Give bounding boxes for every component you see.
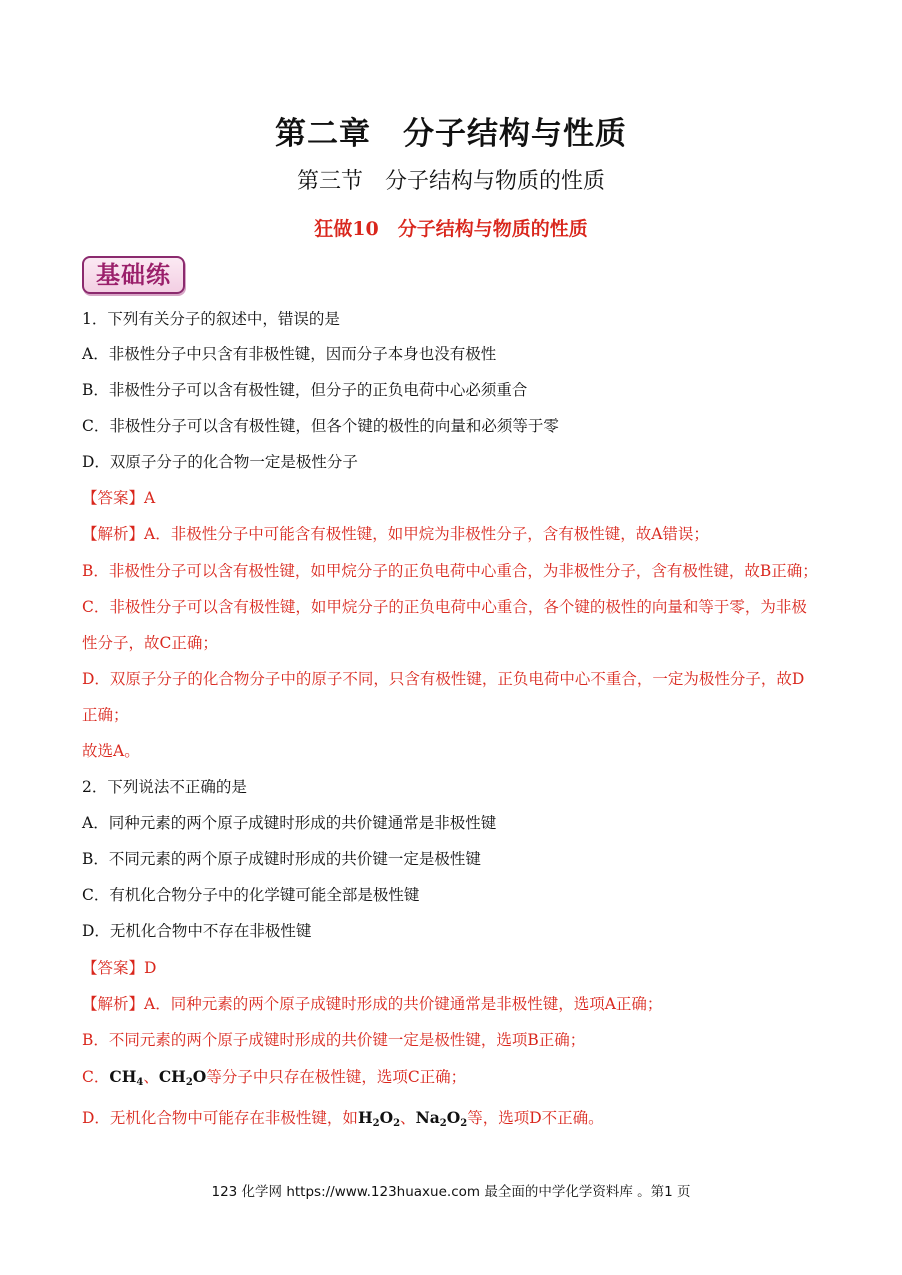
formula-h2o2: $H_2O_2$ <box>357 1108 401 1129</box>
q1-analysis-line: 性分子，故C正确； <box>82 634 218 652</box>
basic-practice-badge: 基础练 <box>82 256 185 294</box>
q2-analysis-a: 【解析】A．同种元素的两个原子成键时形成的共价键通常是非极性键，选项A正确； <box>82 995 663 1013</box>
q2-stem: 2．下列说法不正确的是 <box>82 778 247 796</box>
analysis-c-prefix: C． <box>82 1068 110 1086</box>
q1-option-c: C．非极性分子可以含有极性键，但各个键的极性的向量和必须等于零 <box>82 417 559 435</box>
q1-analysis-line: D．双原子分子的化合物分子中的原子不同，只含有极性键，正负电荷中心不重合，一定为极性分子，故D <box>82 670 805 688</box>
q1-stem: 1．下列有关分子的叙述中，错误的是 <box>82 310 340 328</box>
q1-option-a: A．非极性分子中只含有非极性键，因而分子本身也没有极性 <box>82 345 497 363</box>
formula-separator: 、 <box>143 1068 159 1086</box>
q2-answer: 【答案】D <box>82 959 157 977</box>
q1-analysis-line: 正确； <box>82 706 129 724</box>
q2-option-d: D．无机化合物中不存在非极性键 <box>82 922 312 940</box>
section-title: 第三节 分子结构与物质的性质 <box>296 169 605 194</box>
analysis-d-prefix: D．无机化合物中可能存在非极性键，如 <box>82 1109 358 1127</box>
formula-ch4: $CH_4$ <box>109 1067 144 1088</box>
q1-option-b: B．非极性分子可以含有极性键，但分子的正负电荷中心必须重合 <box>82 381 528 399</box>
q1-analysis-line: B．非极性分子可以含有极性键，如甲烷分子的正负电荷中心重合，为非极性分子，含有极性键，故B正确； <box>82 562 818 580</box>
q1-analysis-line: C．非极性分子可以含有极性键，如甲烷分子的正负电荷中心重合，各个键的极性的向量和等于零，为非极 <box>82 598 807 616</box>
formula-ch2o: $CH_2O$ <box>158 1067 207 1088</box>
q2-option-c: C．有机化合物分子中的化学键可能全部是极性键 <box>82 886 420 904</box>
q2-option-a: A．同种元素的两个原子成键时形成的共价键通常是非极性键 <box>82 814 497 832</box>
analysis-d-suffix: 等，选项D不正确。 <box>467 1109 604 1127</box>
q2-analysis-b: B．不同元素的两个原子成键时形成的共价键一定是极性键，选项B正确； <box>82 1031 586 1049</box>
q2-analysis-c <box>82 1066 822 1094</box>
q1-analysis-line: 故选A。 <box>82 742 140 760</box>
q1-option-d: D．双原子分子的化合物一定是极性分子 <box>82 453 358 471</box>
analysis-c-suffix: 等分子中只存在极性键，选项C正确； <box>206 1068 467 1086</box>
formula-na2o2: $Na_2O_2$ <box>415 1108 468 1129</box>
q2-analysis-d <box>82 1107 822 1135</box>
formula-separator: 、 <box>400 1109 416 1127</box>
chapter-title: 第二章 分子结构与性质 <box>275 116 627 152</box>
practice-title: 狂做10 分子结构与物质的性质 <box>314 218 588 240</box>
q1-analysis-line: 【解析】A．非极性分子中可能含有极性键，如甲烷为非极性分子，含有极性键，故A错误； <box>82 525 709 543</box>
page-footer: 123 化学网 https://www.123huaxue.com 最全面的中学化学资料库 。第1 页 <box>211 1184 691 1200</box>
q1-answer: 【答案】A <box>82 489 156 507</box>
q2-option-b: B．不同元素的两个原子成键时形成的共价键一定是极性键 <box>82 850 481 868</box>
